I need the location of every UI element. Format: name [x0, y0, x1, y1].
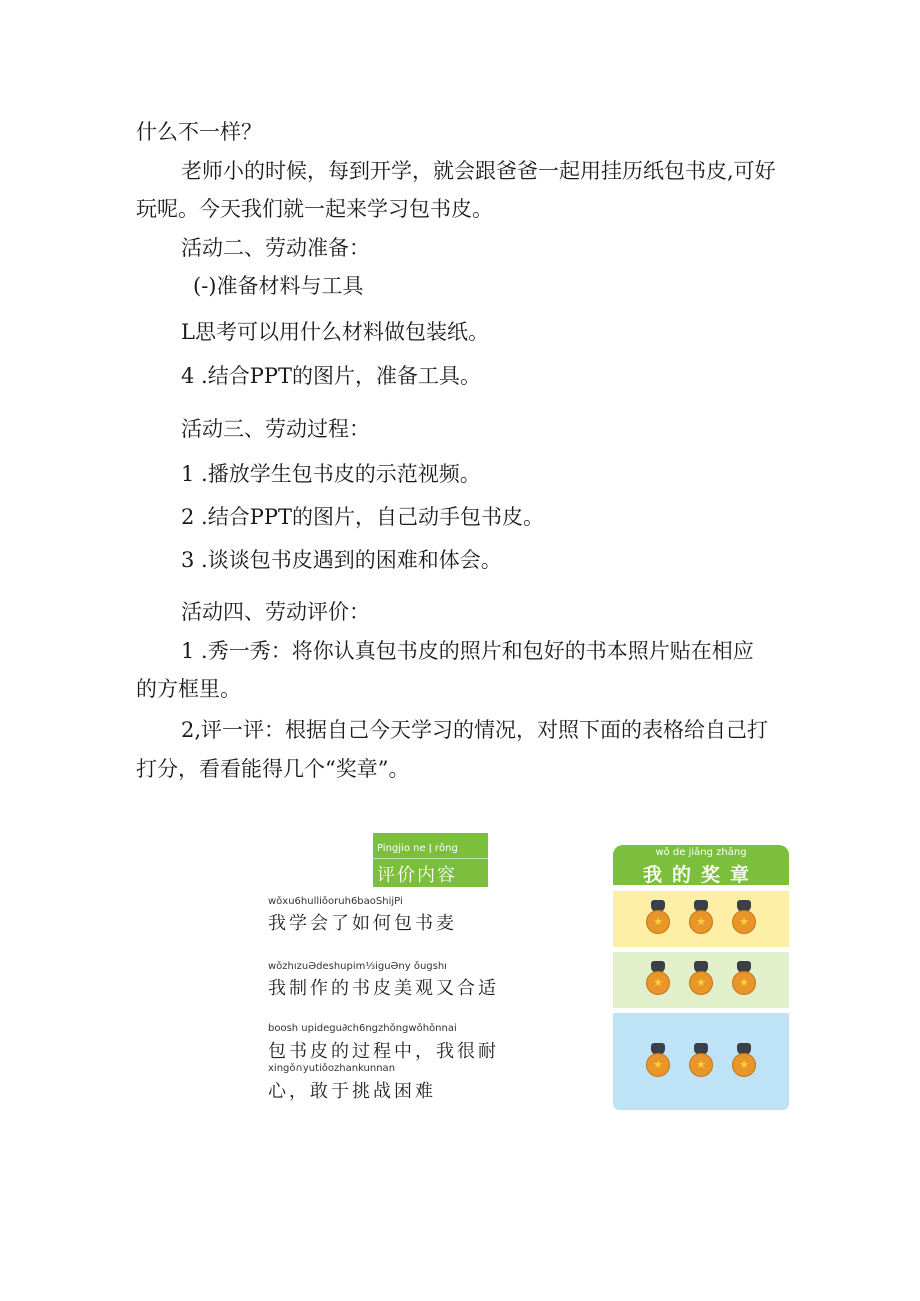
star-icon: ★ — [653, 915, 663, 928]
section-heading: 活动二、劳动准备： — [181, 236, 370, 260]
medal-icon — [731, 961, 757, 999]
paragraph-line: 老师小的时候，每到开学，就会跟爸爸一起用挂历纸包书皮,可好 — [181, 159, 776, 183]
star-icon: ★ — [653, 1058, 663, 1071]
list-item: L思考可以用什么材料做包装纸。 — [181, 320, 489, 344]
star-icon: ★ — [653, 976, 663, 989]
award-header-pinyin: wǒ de jiǎng zhāng — [655, 847, 747, 858]
paragraph-line: 的方框里。 — [136, 677, 241, 701]
medal-icon — [731, 1043, 757, 1081]
award-header-title: 我的奖章 — [642, 864, 759, 886]
list-item: 1 .播放学生包书皮的示范视频。 — [181, 462, 481, 486]
evaluation-header-title: 评价内容 — [377, 865, 457, 886]
medal-icon — [688, 961, 714, 999]
criterion-text: 我学会了如何包书麦 — [268, 913, 457, 934]
star-icon: ★ — [739, 976, 749, 989]
evaluation-header — [373, 833, 488, 887]
section-heading: 活动三、劳动过程： — [181, 417, 370, 441]
medal-icon — [688, 1043, 714, 1081]
criterion-pinyin: wǒzhızuƏdeshupim⅓iguƏny ǒugshı — [268, 961, 447, 972]
list-item: 2,评一评：根据自己今天学习的情况，对照下面的表格给自己打 — [181, 718, 769, 742]
medal-icon — [645, 961, 671, 999]
criterion-text: 我制作的书皮美观又合适 — [268, 978, 499, 999]
list-item: 2 .结合PPT的图片，自己动手包书皮。 — [181, 505, 544, 529]
list-item: 3 .谈谈包书皮遇到的困难和体会。 — [181, 548, 502, 572]
paragraph-line: 玩呢。今天我们就一起来学习包书皮。 — [136, 197, 493, 221]
star-icon: ★ — [696, 1058, 706, 1071]
award-header — [613, 845, 789, 885]
medal-icon — [645, 900, 671, 938]
list-item: 1 .秀一秀：将你认真包书皮的照片和包好的书本照片贴在相应 — [181, 639, 754, 663]
star-icon: ★ — [739, 1058, 749, 1071]
criterion-pinyin: boosh upidegu∂ch6ngzhǒngwǒhǒnnai — [268, 1023, 457, 1034]
criterion-text: 心，敢于挑战困难 — [268, 1081, 436, 1102]
medal-icon — [731, 900, 757, 938]
subsection-heading: (-)准备材料与工具 — [193, 274, 364, 298]
star-icon: ★ — [696, 976, 706, 989]
section-heading: 活动四、劳动评价： — [181, 600, 370, 624]
award-row — [613, 952, 789, 1008]
paragraph-line: 打分，看看能得几个“奖章”。 — [136, 757, 410, 781]
paragraph-line: 什么不一样？ — [136, 120, 262, 144]
star-icon: ★ — [696, 915, 706, 928]
award-panel — [613, 845, 789, 1071]
evaluation-header-pinyin: Pingjio ne ǀ rǒng — [377, 843, 458, 854]
divider — [373, 858, 488, 859]
criterion-pinyin: wǒxu6hulliǒoruh6baoShijPi — [268, 896, 403, 907]
list-item: 4 .结合PPT的图片，准备工具。 — [181, 364, 481, 388]
criterion-pinyin: xingǒ∩yutiǒozhankunnan — [268, 1063, 396, 1074]
criterion-text: 包书皮的过程中，我很耐 — [268, 1041, 499, 1062]
award-row — [613, 1013, 789, 1110]
star-icon: ★ — [739, 915, 749, 928]
award-row — [613, 891, 789, 947]
medal-icon — [645, 1043, 671, 1081]
medal-icon — [688, 900, 714, 938]
